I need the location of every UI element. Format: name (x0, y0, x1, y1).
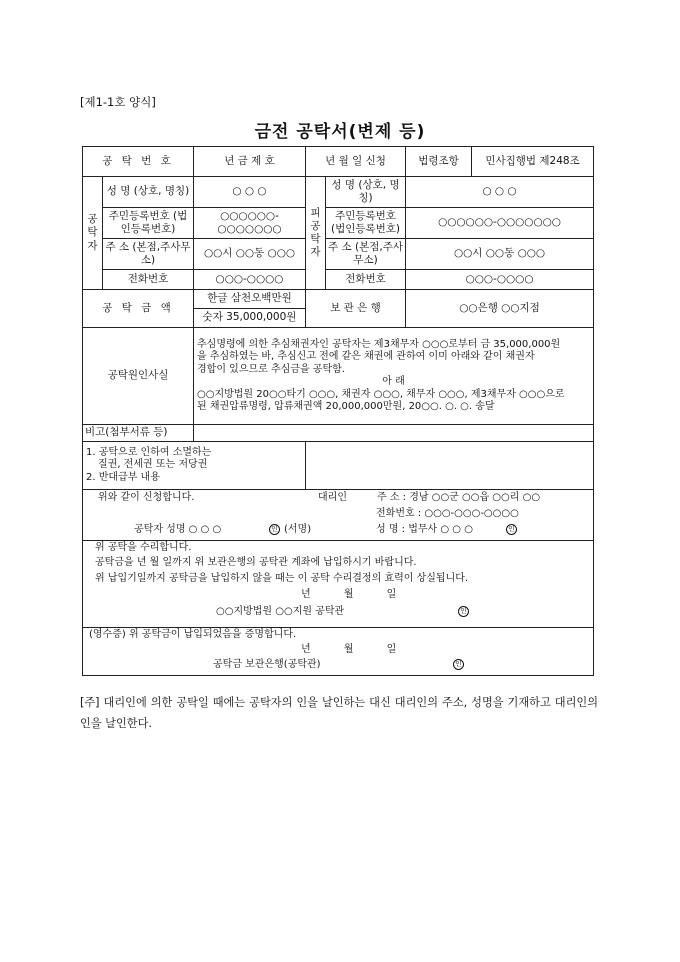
signature-mark: (서명) (284, 524, 312, 535)
payee-name-label: 성 명 (상호, 명칭) (326, 177, 406, 208)
receipt-line: (영수증) 위 공탁금이 납입되었음을 증명합니다. (89, 629, 297, 640)
deposit-cause-text[interactable] (194, 328, 594, 425)
agent-label: 대리인 (318, 492, 347, 503)
court-seal-icon: 인 (458, 606, 469, 617)
footnote: [주] 대리인에 의한 공탁일 때에는 공탁자의 인을 날인하는 대신 대리인의 주소, 성명을 기재하고 대리인의 인을 날인한다. (80, 696, 598, 730)
remarks-value[interactable] (194, 425, 594, 442)
acceptance-line: 공탁금을 년 월 일까지 위 보관은행의 공탁관 계좌에 납입하시기 바랍니다. (95, 557, 417, 568)
deposit-form-table (82, 146, 594, 676)
law-label: 법령조항 (406, 147, 472, 177)
law-value[interactable]: 민사집행법 제248조 (472, 147, 594, 177)
amount-korean[interactable]: 한글 삼천오백만원 (194, 290, 306, 309)
acceptance-line: 위 납입기일까지 공탁금을 납입하지 않을 때는 이 공탁 수리결정의 효력이 상실됩니다. (95, 573, 469, 584)
cause-line: 추심명령에 의한 추심채권자인 공탁자는 제3채무자 ○○○로부터 금 35,000,000원 (197, 338, 561, 350)
cause-heading: 아 래 (382, 376, 405, 387)
remarks-label: 비고(첨부서류 등) (83, 425, 194, 442)
bank-value[interactable]: ○○은행 ○○지점 (406, 290, 594, 328)
depositor-phone-label: 전화번호 (103, 270, 194, 290)
page-title: 금전 공탁서(변제 등) (254, 122, 426, 142)
receipt-bank: 공탁금 보관은행(공탁관) (213, 659, 321, 670)
payee-address-label: 주 소 (본점,주사무소) (326, 239, 406, 270)
payee-phone-label: 전화번호 (326, 270, 406, 290)
deposit-no-label: 공 탁 번 호 (83, 147, 194, 177)
extinguished-rights-label: 1. 공탁으로 인하여 소멸하는 질권, 전세권 또는 저당권 2. 반대급부 내용 (83, 442, 306, 490)
depositor-id-label: 주민등록번호 (법인등록번호) (103, 208, 194, 239)
bank-label: 보 관 은 행 (306, 290, 406, 328)
payee-phone-value[interactable]: ○○○-○○○○ (406, 270, 594, 290)
acceptance-court: ○○지방법원 ○○지원 공탁관 (216, 606, 345, 617)
depositor-signature-name[interactable]: 공탁자 성명 ○ ○ ○ (134, 524, 222, 535)
amount-label: 공 탁 금 액 (83, 290, 194, 328)
depositor-address-label: 주 소 (본점,주사무소) (103, 239, 194, 270)
form-number-label: [제1-1호 양식] (80, 95, 156, 109)
payee-group-label: 피 공 탁 자 (306, 177, 326, 290)
depositor-name-label: 성 명 (상호, 명칭) (103, 177, 194, 208)
depositor-name-value[interactable]: ○ ○ ○ (194, 177, 306, 208)
extinguished-rights-value[interactable] (306, 442, 594, 490)
agent-name[interactable]: 성 명 : 법무사 ○ ○ ○ (376, 524, 473, 535)
receipt-section (83, 628, 594, 676)
application-section (83, 490, 594, 541)
cause-line: 경합이 있으므로 추심금을 공탁함. (197, 363, 345, 375)
seal-icon: 인 (269, 524, 280, 535)
agent-seal-icon: 인 (506, 524, 517, 535)
payee-id-value[interactable]: ○○○○○○-○○○○○○○ (406, 208, 594, 239)
payee-name-value[interactable]: ○ ○ ○ (406, 177, 594, 208)
application-date[interactable]: 년 월 일 신청 (306, 147, 406, 177)
application-statement: 위와 같이 신청합니다. (98, 492, 195, 503)
deposit-no-value[interactable]: 년 금 제 호 (194, 147, 306, 177)
bank-seal-icon: 인 (453, 659, 464, 670)
payee-id-label: 주민등록번호 (법인등록번호) (326, 208, 406, 239)
cause-line: 된 채권압류명령, 압류채권액 20,000,000만원, 20○○. ○. ○. 송달 (197, 401, 495, 412)
agent-address[interactable]: 주 소 : 경남 ○○군 ○○읍 ○○리 ○○ (377, 492, 541, 503)
cause-line: ○○지방법원 20○○타기 ○○○, 채권자 ○○○, 채무자 ○○○, 제3채무자 ○○○으로 (197, 388, 565, 400)
acceptance-date: 년 월 일 (301, 589, 397, 600)
depositor-id-value[interactable]: ○○○○○○-○○○○○○○ (194, 208, 306, 239)
acceptance-section (83, 541, 594, 628)
payee-address-value[interactable]: ○○시 ○○동 ○○○ (406, 239, 594, 270)
depositor-phone-value[interactable]: ○○○-○○○○ (194, 270, 306, 290)
cause-line: 을 추심하였는 바, 추심신고 전에 같은 채권에 관하여 이미 아래와 같이 채권자 (197, 351, 535, 362)
receipt-date: 년 월 일 (301, 644, 397, 655)
deposit-cause-label: 공탁원인사실 (83, 328, 194, 425)
acceptance-line: 위 공탁을 수리합니다. (95, 542, 192, 553)
amount-digits[interactable]: 숫자 35,000,000원 (194, 309, 306, 328)
depositor-address-value[interactable]: ○○시 ○○동 ○○○ (194, 239, 306, 270)
agent-phone[interactable]: 전화번호 : ○○○-○○○-○○○○ (376, 508, 519, 519)
depositor-group-label: 공 탁 자 (83, 177, 103, 290)
